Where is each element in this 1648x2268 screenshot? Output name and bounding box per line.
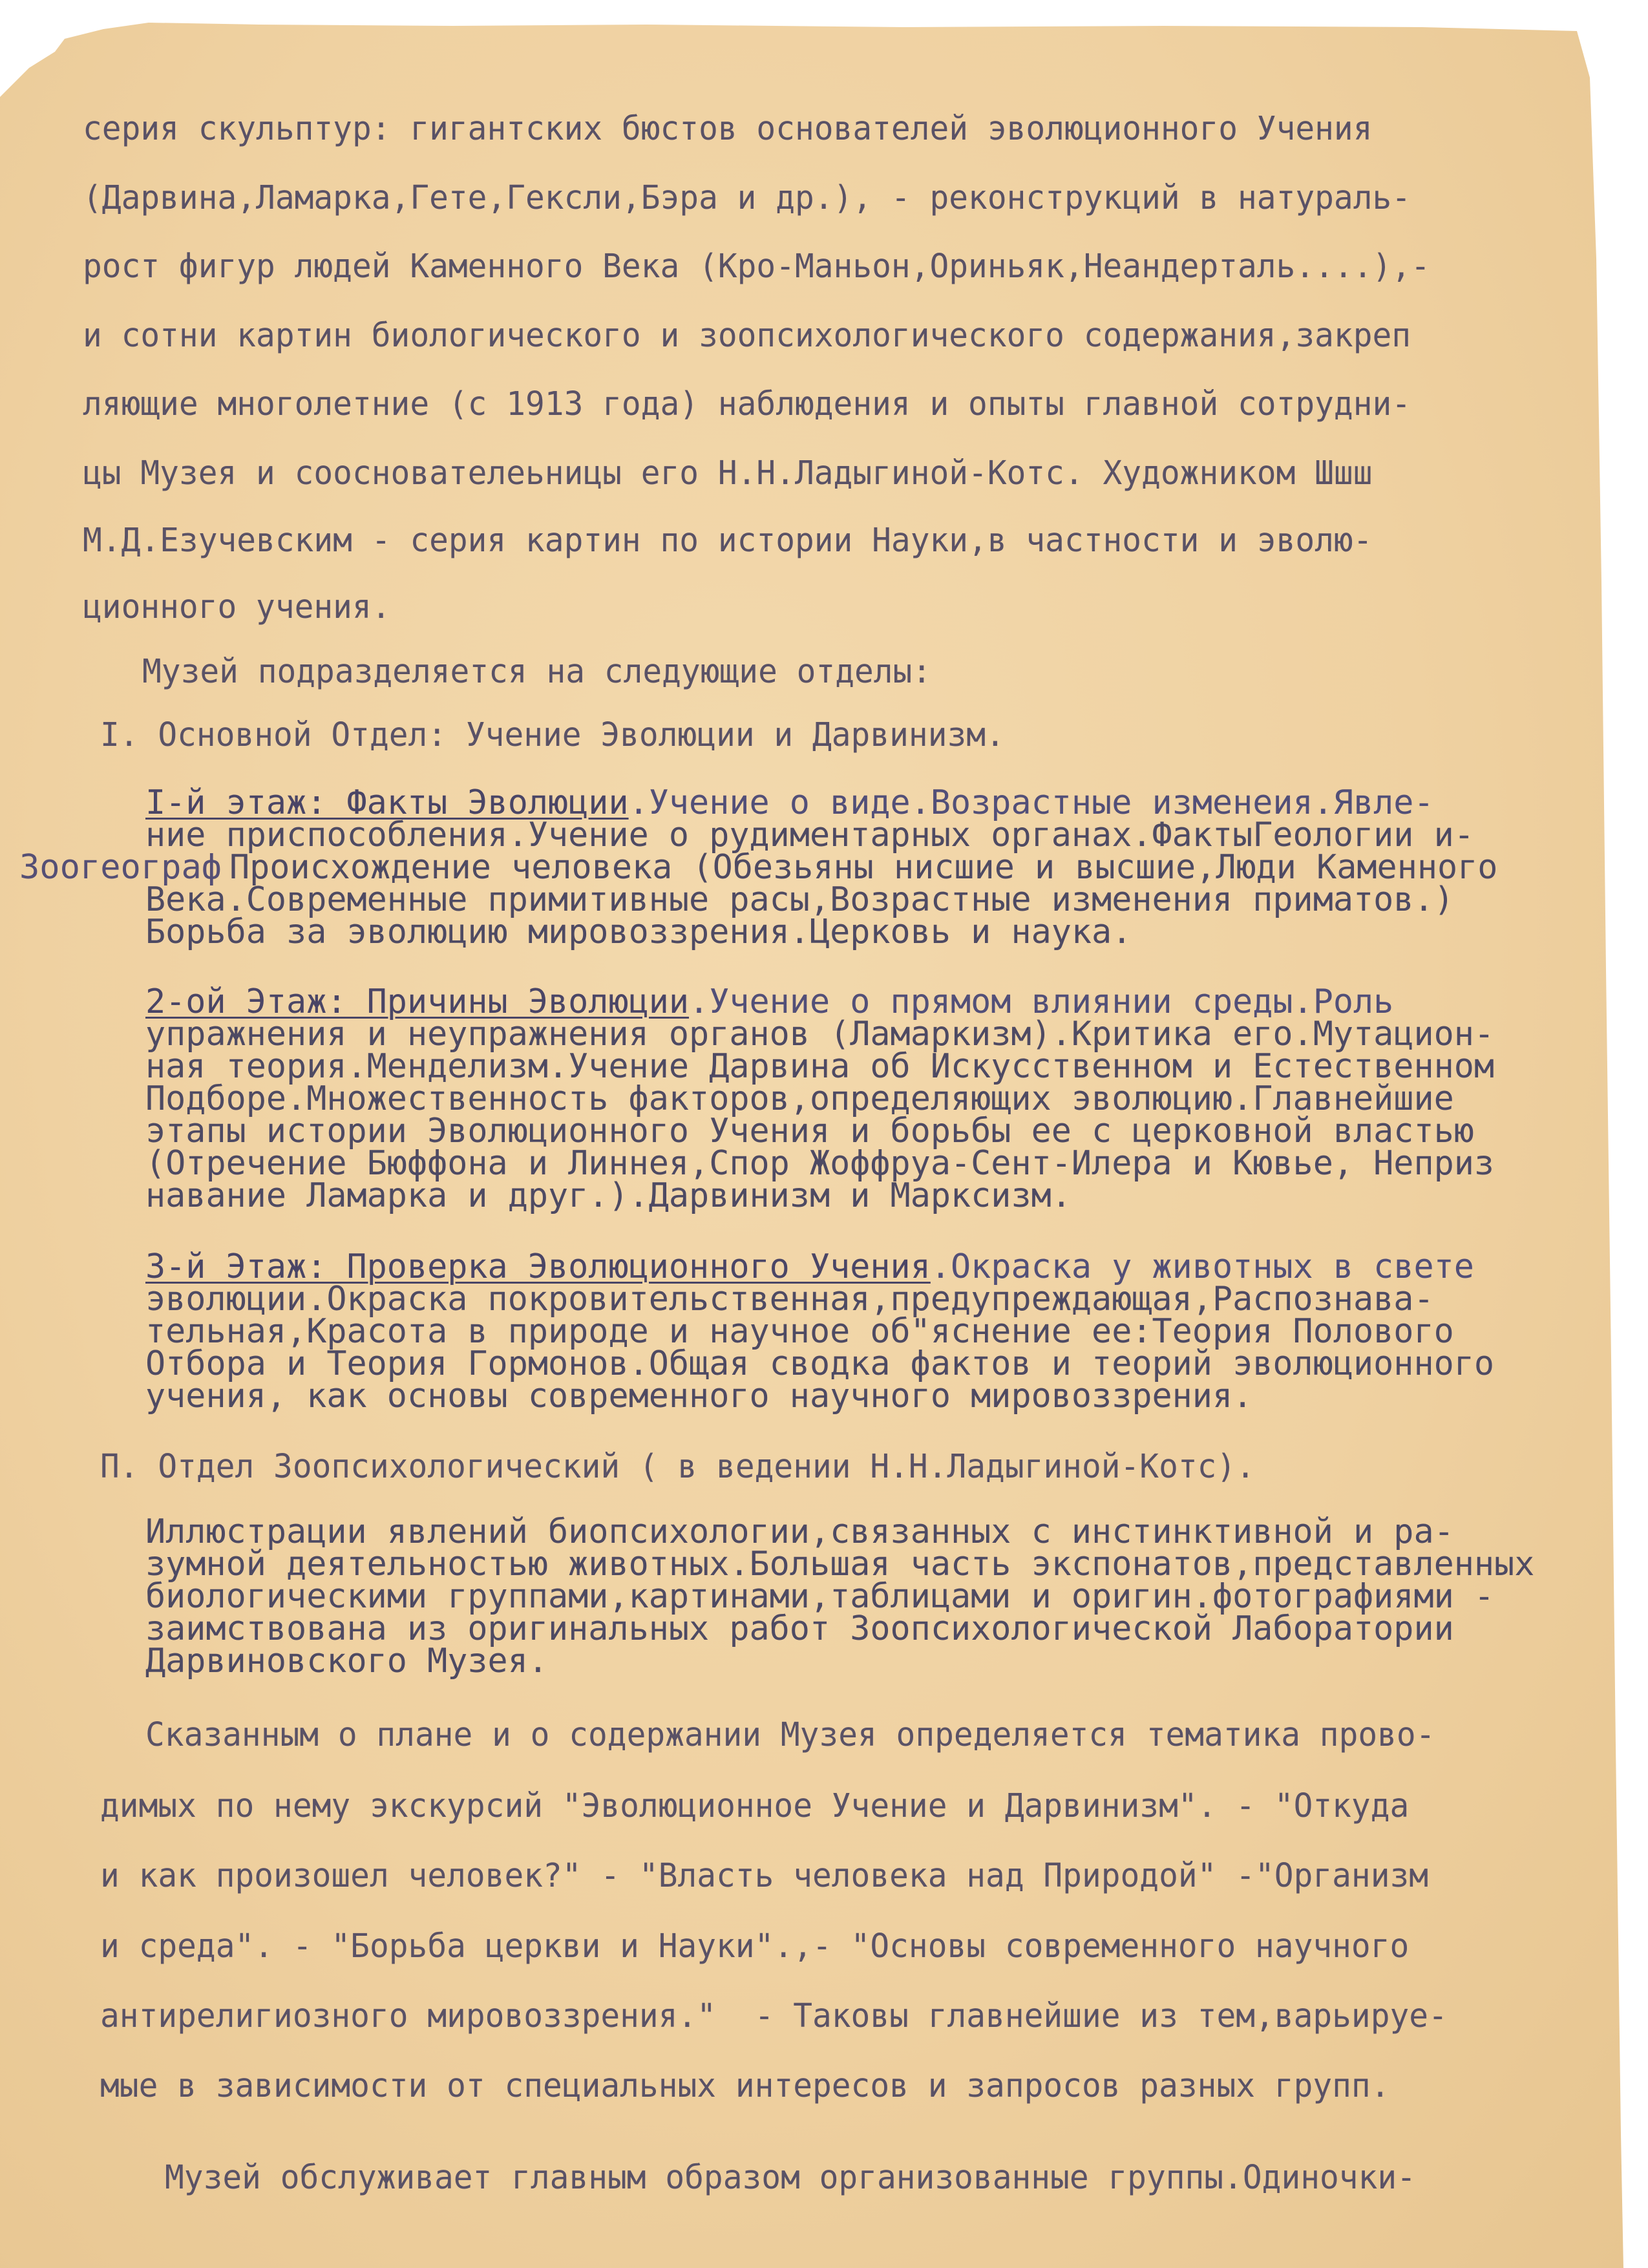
- section-2-line-2: зумной деятельностью животных.Большая часть экспонатов,представленных: [145, 1545, 1535, 1584]
- floor-2-first-rest: .Учение о прямом влиянии среды.Роль: [689, 982, 1394, 1021]
- floor-3-line-5: учения, как основы современного научного мировоззрения.: [145, 1377, 1253, 1415]
- closing-line-3: и как произошел человек?" - "Власть человека над Природой" -"Организм: [100, 1857, 1429, 1895]
- last-line: Музей обслуживает главным образом организованные группы.Одиночки-: [165, 2159, 1416, 2197]
- closing-line-2: димых по нему экскурсий "Эволюционное Учение и Дарвинизм". - "Откуда: [100, 1787, 1410, 1825]
- departments-intro: Музей подразделяется на следующие отделы:: [142, 653, 932, 691]
- floor-3-line-3: тельная,Красота в природе и научное об"яснение ее:Теория Полового: [145, 1312, 1454, 1351]
- p1-line-2: (Дарвина,Ламарка,Гете,Гексли,Бэра и др.), - реконструкций в натураль-: [83, 179, 1411, 217]
- closing-line-5: антирелигиозного мировоззрения." - Таковы главнейшие из тем,варьируе-: [100, 1997, 1448, 2035]
- floor-1-line-3: Происхождение человека (Обезьяны нисшие и высшие,Люди Каменного: [229, 848, 1498, 887]
- floor-1-line-4: Века.Современные примитивные расы,Возрастные изменения приматов.): [145, 880, 1454, 919]
- p1-line-5: ляющие многолетние (с 1913 года) наблюдения и опыты главной сотрудни-: [83, 385, 1411, 423]
- closing-line-1: Сказанным о плане и о содержании Музея определяется тематика прово-: [145, 1716, 1435, 1754]
- p1-line-4: и сотни картин биологического и зоопсихологического содержания,закреп: [83, 317, 1411, 355]
- section-2-title: П. Отдел Зоопсихологический ( в ведении Н.Н.Ладыгиной-Котс).: [100, 1448, 1256, 1486]
- section-2-line-4: заимствована из оригинальных работ Зоопсихологической Лаборатории: [145, 1609, 1454, 1648]
- p1-line-1: серия скульптур: гигантских бюстов основателей эволюционного Учения: [83, 110, 1373, 148]
- floor-2-line-7: навание Ламарка и друг.).Дарвинизм и Марксизм.: [145, 1176, 1072, 1215]
- floor-3-heading: 3-й Этаж: Проверка Эволюционного Учения: [145, 1247, 931, 1286]
- floor-2-line-5: этапы истории Эволюционного Учения и борьбы ее с церковной властью: [145, 1112, 1474, 1150]
- closing-line-6: мые в зависимости от специальных интересов и запросов разных групп.: [100, 2067, 1390, 2105]
- section-1-title: I. Основной Отдел: Учение Эволюции и Дарвинизм.: [100, 716, 1005, 754]
- margin-note-zoogeography: Зоогеограф: [19, 848, 222, 887]
- floor-1-line-2: ние приспособления.Учение о рудиментарных органах.ФактыГеологии и-: [145, 816, 1474, 854]
- floor-1-heading: I-й этаж: Факты Эволюции: [145, 783, 629, 822]
- floor-3-line-4: Отбора и Теория Гормонов.Общая сводка фактов и теорий эволюционного: [145, 1344, 1495, 1383]
- section-2-line-1: Иллюстрации явлений биопсихологии,связанных с инстинктивной и ра-: [145, 1512, 1454, 1551]
- section-2-line-3: биологическими группами,картинами,таблицами и оригин.фотографиями -: [145, 1577, 1495, 1616]
- floor-2-line-3: ная теория.Менделизм.Учение Дарвина об Искусственном и Естественном: [145, 1047, 1495, 1086]
- p1-line-8: ционного учения.: [83, 588, 391, 626]
- floor-2-line-2: упражнения и неупражнения органов (Ламаркизм).Критика его.Мутацион-: [145, 1015, 1495, 1054]
- floor-2-heading: 2-ой Этаж: Причины Эволюции: [145, 982, 690, 1021]
- p1-line-3: рост фигур людей Каменного Века (Кро-Маньон,Ориньяк,Неандерталь....),-: [83, 248, 1430, 286]
- floor-3-first-rest: .Окраска у животных в свете: [930, 1247, 1474, 1286]
- p1-line-6: цы Музея и сооснователеьницы его Н.Н.Ладыгиной-Котс. Художником Шшш: [83, 454, 1373, 493]
- section-2-line-5: Дарвиновского Музея.: [145, 1642, 549, 1680]
- closing-line-4: и среда". - "Борьба церкви и Науки".,- "Основы современного научного: [100, 1927, 1410, 1966]
- floor-3-line-2: эволюции.Окраска покровительственная,предупреждающая,Распознава-: [145, 1280, 1434, 1319]
- floor-1-line-5: Борьба за эволюцию мировоззрения.Церковь и наука.: [145, 913, 1132, 951]
- floor-2-line-4: Подборе.Множественность факторов,определяющих эволюцию.Главнейшие: [145, 1079, 1454, 1118]
- floor-1-first-rest: .Учение о виде.Возрастные изменеия.Явле-: [628, 783, 1434, 822]
- floor-2-line-6: (Отречение Бюффона и Линнея,Спор Жоффруа-Сент-Илера и Кювье, Неприз: [145, 1144, 1495, 1183]
- p1-line-7: М.Д.Езучевским - серия картин по истории Науки,в частности и эволю-: [83, 522, 1373, 560]
